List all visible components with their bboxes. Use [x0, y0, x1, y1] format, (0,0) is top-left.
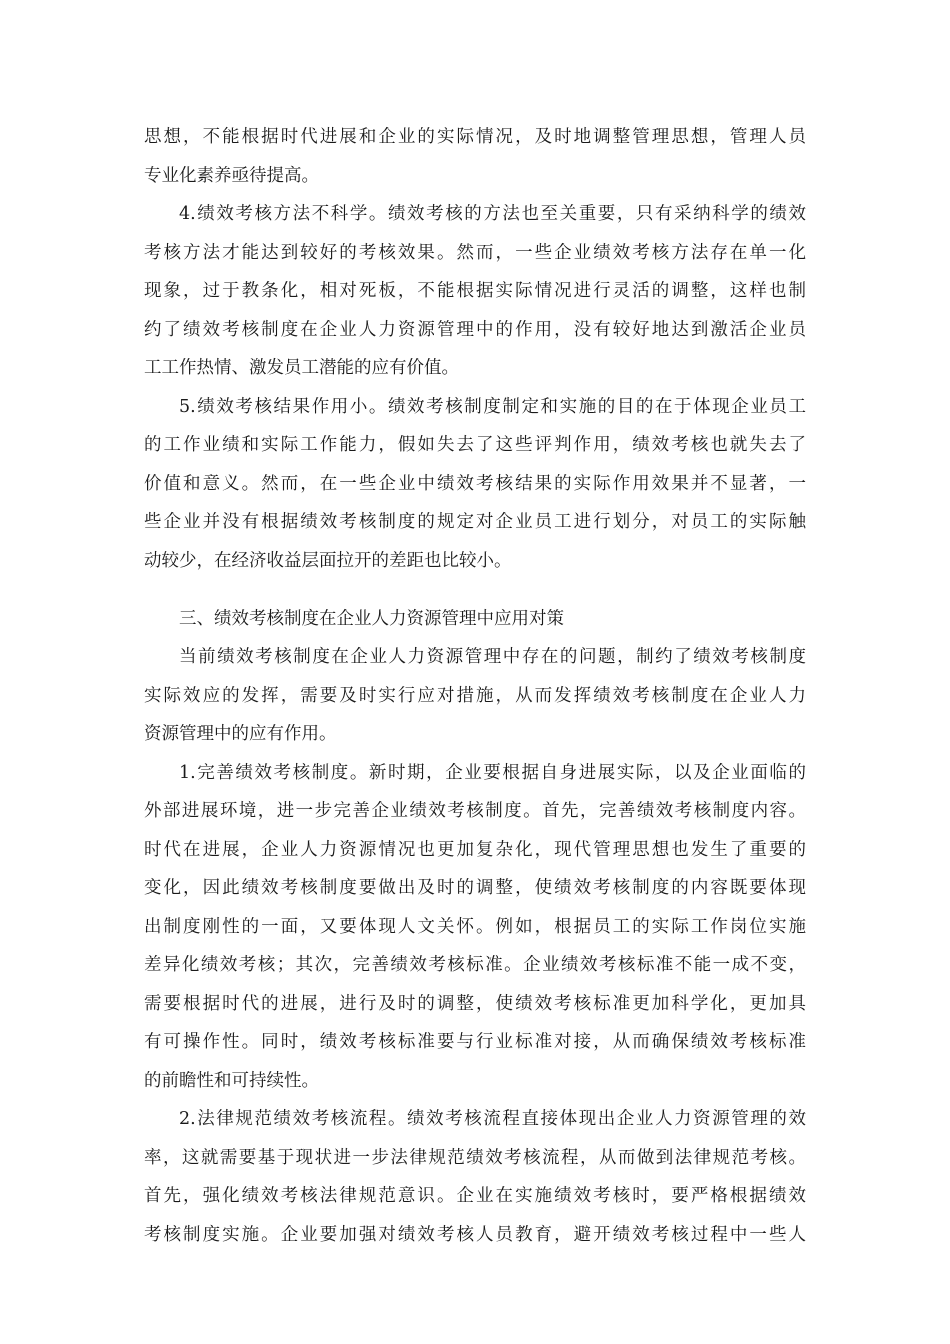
text-line: 出制度刚性的一面，又要体现人文关怀。例如，根据员工的实际工作岗位实施	[144, 917, 806, 937]
text-line: 思想，不能根据时代进展和企业的实际情况，及时地调整管理思想，管理人员	[144, 127, 806, 147]
text-line: 约了绩效考核制度在企业人力资源管理中的作用，没有较好地达到激活企业员	[144, 320, 806, 340]
section-heading: 三、绩效考核制度在企业人力资源管理中应用对策	[179, 609, 564, 629]
text-line: 的前瞻性和可持续性。	[144, 1071, 319, 1091]
text-line: 的工作业绩和实际工作能力，假如失去了这些评判作用，绩效考核也就失去了	[144, 435, 806, 455]
text-line: 实际效应的发挥，需要及时实行应对措施，从而发挥绩效考核制度在企业人力	[144, 686, 806, 706]
text-line: 专业化素养亟待提高。	[144, 166, 319, 186]
text-line: 考核制度实施。企业要加强对绩效考核人员教育，避开绩效考核过程中一些人	[144, 1225, 806, 1245]
paragraph-4-heading-line: 4.绩效考核方法不科学。绩效考核的方法也至关重要，只有采纳科学的绩效	[179, 204, 806, 224]
text-line: 价值和意义。然而，在一些企业中绩效考核结果的实际作用效果并不显著，一	[144, 474, 806, 494]
text-line: 变化，因此绩效考核制度要做出及时的调整，使绩效考核制度的内容既要体现	[144, 878, 806, 898]
text-line: 当前绩效考核制度在企业人力资源管理中存在的问题，制约了绩效考核制度	[179, 647, 806, 667]
text-line: 率，这就需要基于现状进一步法律规范绩效考核流程，从而做到法律规范考核。	[144, 1148, 806, 1168]
text-line: 考核方法才能达到较好的考核效果。然而，一些企业绩效考核方法存在单一化	[144, 243, 806, 263]
paragraph-5-heading-line: 5.绩效考核结果作用小。绩效考核制度制定和实施的目的在于体现企业员工	[179, 397, 806, 417]
text-line: 资源管理中的应有作用。	[144, 724, 337, 744]
text-line: 些企业并没有根据绩效考核制度的规定对企业员工进行划分，对员工的实际触	[144, 512, 806, 532]
text-line: 首先，强化绩效考核法律规范意识。企业在实施绩效考核时，要严格根据绩效	[144, 1186, 806, 1206]
paragraph-1-heading-line: 1.完善绩效考核制度。新时期，企业要根据自身进展实际，以及企业面临的	[179, 763, 806, 783]
text-line: 外部进展环境，进一步完善企业绩效考核制度。首先，完善绩效考核制度内容。	[144, 801, 806, 821]
text-line: 现象，过于教条化，相对死板，不能根据实际情况进行灵活的调整，这样也制	[144, 281, 806, 301]
text-line: 动较少，在经济收益层面拉开的差距也比较小。	[144, 551, 512, 571]
text-line: 有可操作性。同时，绩效考核标准要与行业标准对接，从而确保绩效考核标准	[144, 1032, 806, 1052]
text-line: 时代在进展，企业人力资源情况也更加复杂化，现代管理思想也发生了重要的	[144, 840, 806, 860]
text-line: 工工作热情、激发员工潜能的应有价值。	[144, 358, 459, 378]
text-line: 差异化绩效考核；其次，完善绩效考核标准。企业绩效考核标准不能一成不变，	[144, 955, 806, 975]
paragraph-2-heading-line: 2.法律规范绩效考核流程。绩效考核流程直接体现出企业人力资源管理的效	[179, 1109, 806, 1129]
text-line: 需要根据时代的进展，进行及时的调整，使绩效考核标准更加科学化，更加具	[144, 994, 806, 1014]
